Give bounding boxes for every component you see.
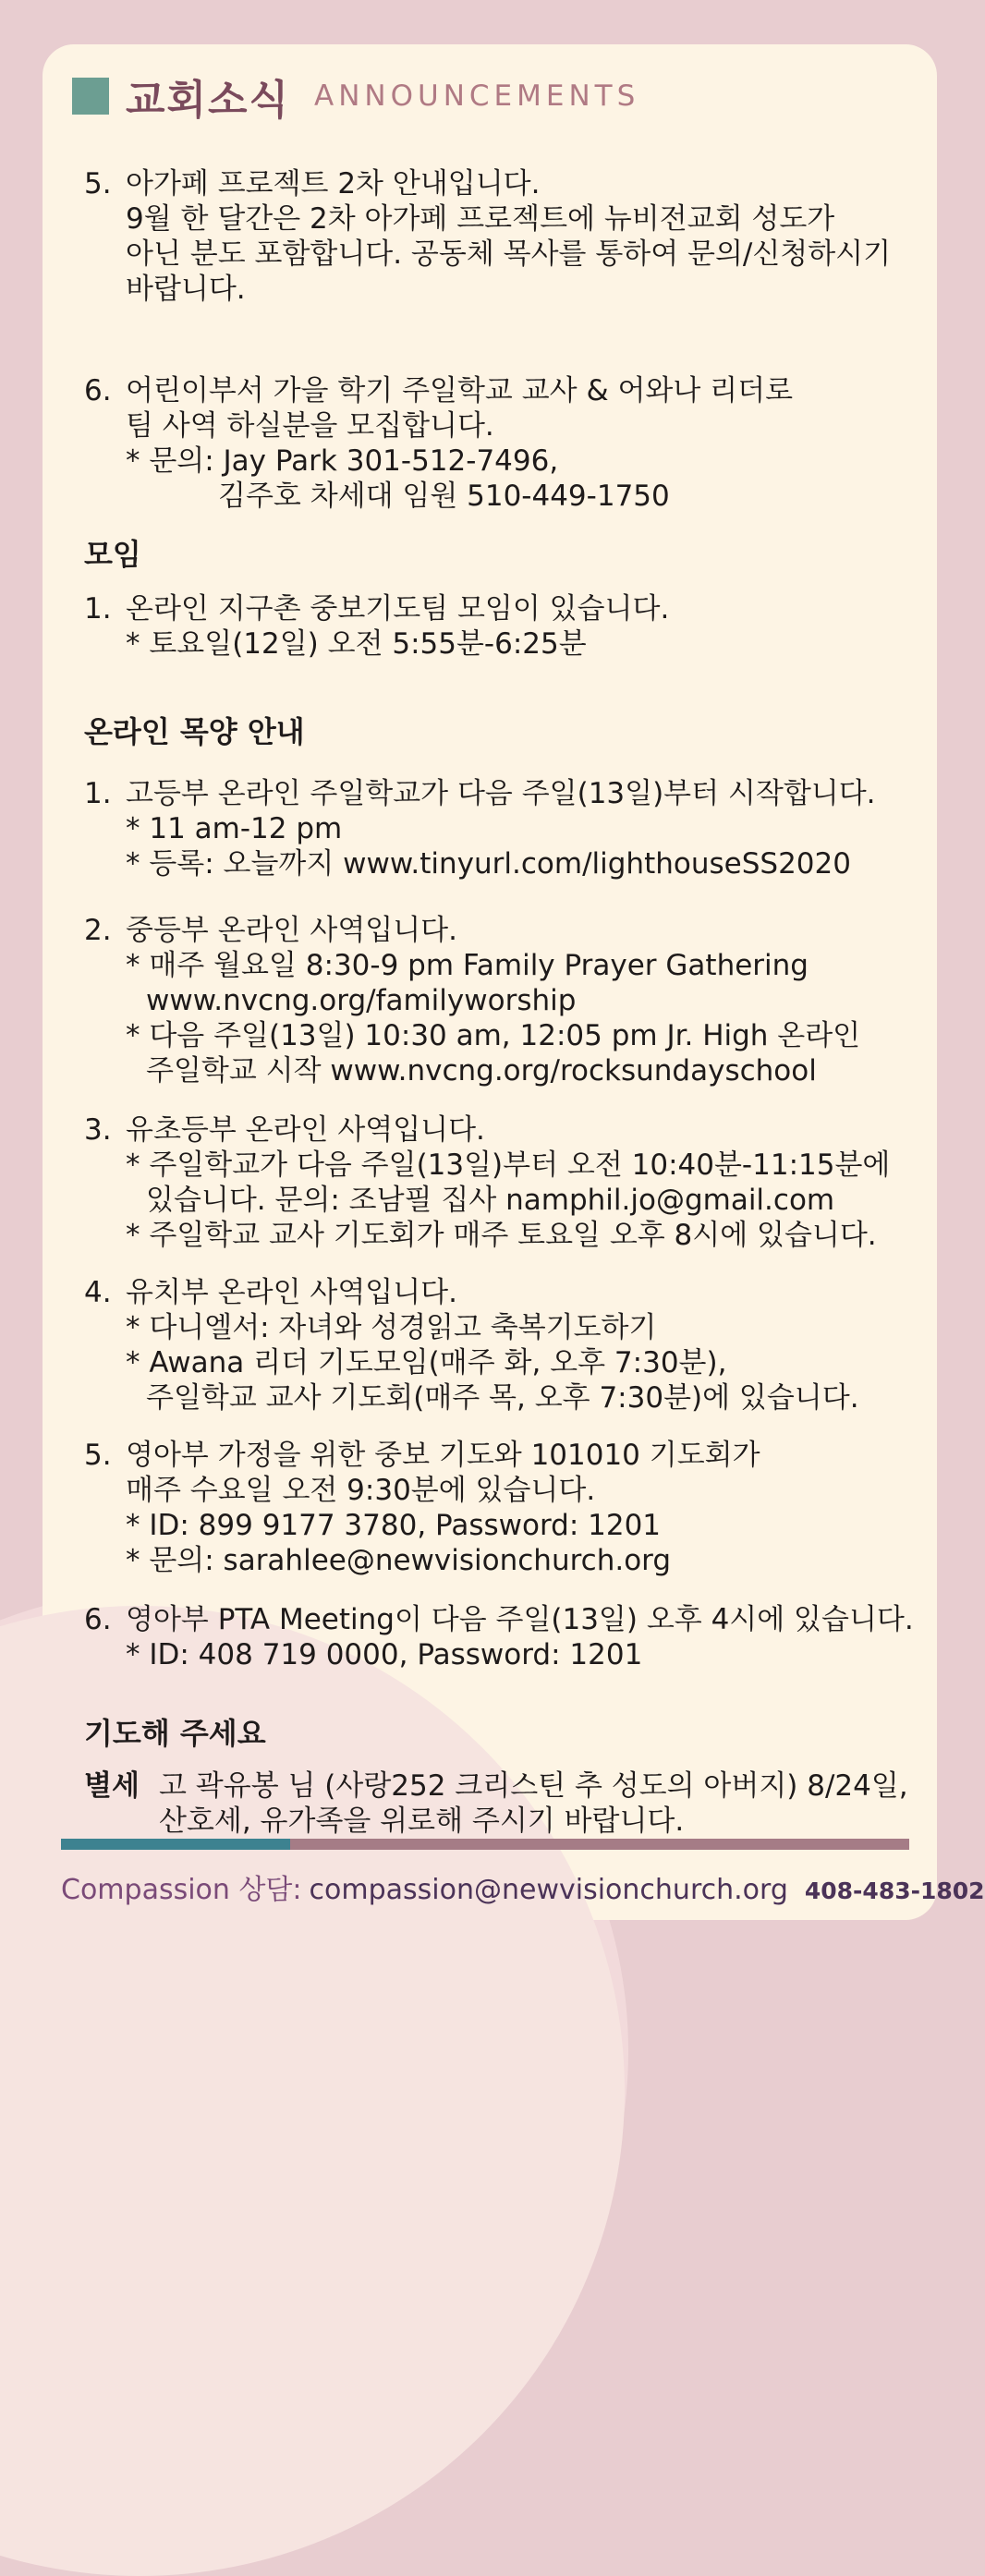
item-line: * 주일학교 교사 기도회가 매주 토요일 오후 8시에 있습니다.	[126, 1219, 877, 1252]
item-line: 영아부 가정을 위한 중보 기도와 101010 기도회가	[126, 1439, 760, 1472]
announcement-card	[43, 44, 985, 1920]
item-line: * 등록: 오늘까지 www.tinyurl.com/lighthouseSS2020	[126, 847, 851, 881]
item-line: www.nvcng.org/familyworship	[146, 984, 577, 1017]
online-item-4	[84, 1275, 934, 1416]
online-item-1	[84, 776, 934, 881]
footer-phone: 408-483-1802	[804, 1877, 985, 1904]
item-line: * 매주 월요일 8:30-9 pm Family Prayer Gathering	[126, 949, 809, 982]
item-number: 5.	[84, 167, 112, 200]
footer-email-link[interactable]: compassion@newvisionchurch.org	[309, 1874, 788, 1906]
item-line: 있습니다. 문의: 조남필 집사 namphil.jo@gmail.com	[146, 1184, 835, 1217]
item-number: 6.	[84, 1603, 112, 1636]
item-number: 5.	[84, 1439, 112, 1472]
item-line: 온라인 지구촌 중보기도팀 모임이 있습니다.	[126, 592, 670, 626]
item-line: 어린이부서 가을 학기 주일학교 교사 & 어와나 리더로	[126, 374, 794, 407]
footer-divider	[61, 1839, 909, 1850]
item-body	[126, 776, 934, 881]
item-number: 4.	[84, 1276, 112, 1309]
item-number: 3.	[84, 1113, 112, 1147]
item-line: 주일학교 시작 www.nvcng.org/rocksundayschool	[146, 1054, 817, 1088]
prayer-label: 별세	[84, 1769, 140, 1803]
item-line: 영아부 PTA Meeting이 다음 주일(13일) 오후 4시에 있습니다.	[126, 1603, 914, 1636]
item-body	[126, 1112, 934, 1253]
item-line: * 다음 주일(13일) 10:30 am, 12:05 pm Jr. High 온라인	[126, 1019, 861, 1052]
header-subtitle: ANNOUNCEMENTS	[314, 79, 640, 113]
item-line: 9월 한 달간은 2차 아가페 프로젝트에 뉴비전교회 성도가	[126, 202, 835, 236]
item-line: * ID: 408 719 0000, Password: 1201	[126, 1638, 643, 1671]
prayer-line: 산호세, 유가족을 위로해 주시기 바랍니다.	[159, 1804, 685, 1838]
item-body	[126, 166, 934, 307]
item-number: 1.	[84, 777, 112, 810]
item-line: 바랍니다.	[126, 273, 246, 306]
item-line: * 토요일(12일) 오전 5:55분-6:25분	[126, 627, 587, 661]
online-item-3	[84, 1112, 934, 1253]
item-line: 아닌 분도 포함합니다. 공동체 목사를 통하여 문의/신청하시기	[126, 237, 892, 271]
footer-contact	[61, 1866, 985, 1909]
meeting-item-1	[84, 591, 934, 662]
item-line: 중등부 온라인 사역입니다.	[126, 914, 457, 947]
item-line: * 주일학교가 다음 주일(13일)부터 오전 10:40분-11:15분에	[126, 1148, 891, 1182]
item-line: 매주 수요일 오전 9:30분에 있습니다.	[126, 1474, 596, 1507]
online-item-6	[84, 1602, 934, 1672]
prayer-item	[84, 1768, 934, 1839]
item-line: 유초등부 온라인 사역입니다.	[126, 1113, 485, 1147]
divider-mauve-segment	[290, 1839, 909, 1850]
divider-teal-segment	[61, 1839, 290, 1850]
item-line: * Awana 리더 기도모임(매주 화, 오후 7:30분),	[126, 1346, 727, 1379]
item-line: 고등부 온라인 주일학교가 다음 주일(13일)부터 시작합니다.	[126, 777, 876, 810]
item-line: 아가페 프로젝트 2차 안내입니다.	[126, 167, 541, 200]
item-body	[126, 1438, 934, 1578]
prayer-line: 고 곽유봉 님 (사랑252 크리스틴 추 성도의 아버지) 8/24일,	[159, 1769, 908, 1803]
item-line: * 11 am-12 pm	[126, 812, 343, 845]
header-square-icon	[72, 78, 109, 115]
item-line: * 다니엘서: 자녀와 성경읽고 축복기도하기	[126, 1311, 657, 1344]
prayer-body	[159, 1768, 934, 1839]
item-line: 팀 사역 하실분을 모집합니다.	[126, 409, 494, 443]
item-body	[126, 591, 934, 662]
header-title: 교회소식	[126, 77, 291, 124]
footer-label: Compassion 상담:	[61, 1874, 302, 1906]
item-number: 1.	[84, 592, 112, 626]
card-header	[72, 67, 639, 126]
item-line: 김주호 차세대 임원 510-449-1750	[218, 480, 670, 513]
announcement-item-5	[84, 166, 934, 307]
item-body	[126, 373, 934, 514]
item-number: 6.	[84, 374, 112, 407]
item-number: 2.	[84, 914, 112, 947]
meeting-heading: 모임	[84, 537, 141, 572]
item-line: * ID: 899 9177 3780, Password: 1201	[126, 1509, 662, 1542]
item-line: 유치부 온라인 사역입니다.	[126, 1276, 457, 1309]
item-line: * 문의: Jay Park 301-512-7496,	[126, 444, 559, 478]
item-line: * 문의: sarahlee@newvisionchurch.org	[126, 1544, 672, 1577]
item-body	[126, 1275, 934, 1416]
online-item-2	[84, 913, 934, 1088]
announcement-item-6	[84, 373, 934, 514]
online-item-5	[84, 1438, 934, 1578]
item-line: 주일학교 교사 기도회(매주 목, 오후 7:30분)에 있습니다.	[146, 1381, 859, 1415]
prayer-heading: 기도해 주세요	[84, 1716, 266, 1751]
online-heading: 온라인 목양 안내	[84, 714, 305, 749]
item-body	[126, 1602, 934, 1672]
item-body	[126, 913, 934, 1088]
